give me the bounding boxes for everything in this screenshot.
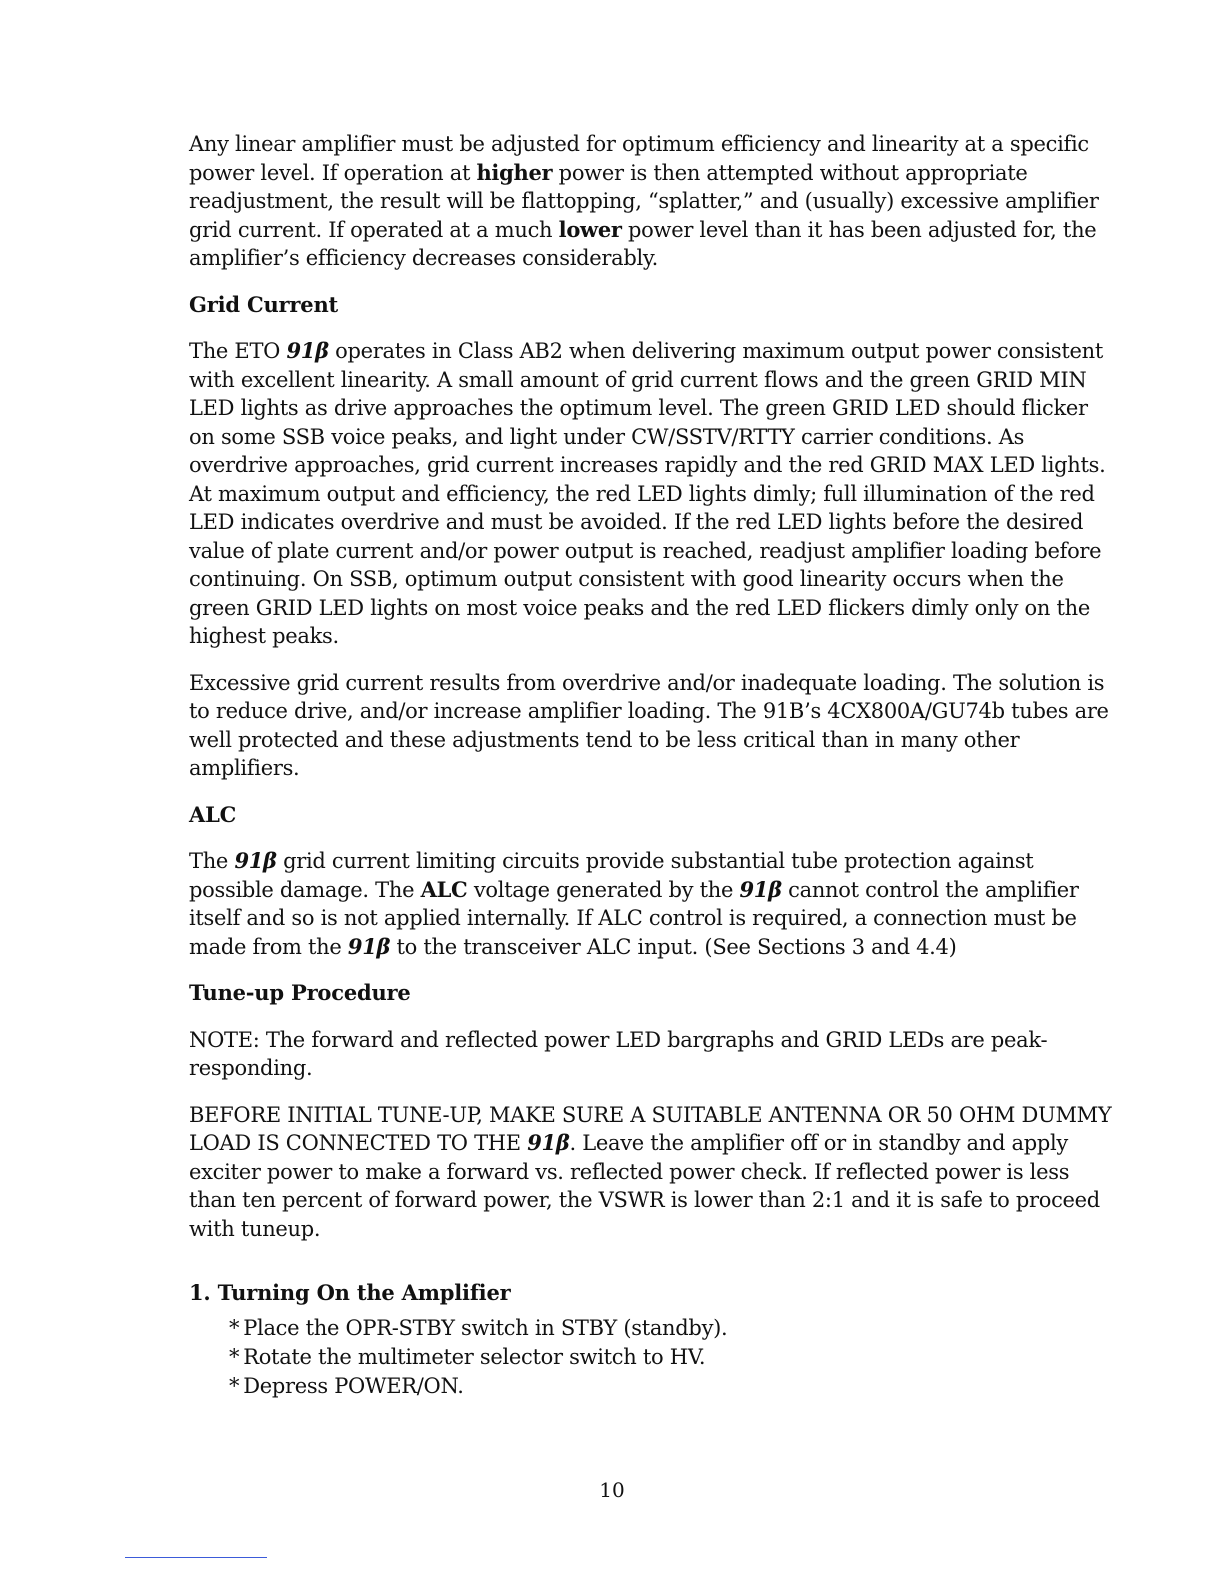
list-item: * Rotate the multimeter selector switch to HV. (229, 1344, 706, 1369)
page-content (189, 130, 1119, 1401)
page-number: 10 (599, 1478, 625, 1502)
model-name: 91β (347, 933, 391, 959)
tuneup-note: NOTE: The forward and reflected power LED bargraphs and GRID LEDs are peak-responding. (189, 1027, 1048, 1080)
list-item: * Place the OPR-STBY switch in STBY (standby). (229, 1315, 728, 1340)
emphasis-higher: higher (476, 159, 553, 185)
list-item: * Depress POWER/ON. (229, 1373, 464, 1398)
tuneup-heading: Tune-up Procedure (189, 980, 411, 1005)
bullet-star-icon: * (229, 1315, 240, 1340)
model-name: 91β (739, 876, 782, 902)
step1-list (229, 1314, 1119, 1401)
bullet-star-icon: * (229, 1373, 240, 1398)
alc-heading: ALC (189, 801, 237, 827)
grid-current-heading: Grid Current (189, 291, 339, 317)
bullet-star-icon: * (229, 1344, 240, 1369)
model-name: 91β (286, 338, 329, 363)
model-name: 91β (234, 848, 277, 873)
emphasis-lower: lower (558, 216, 622, 242)
tuneup-warning-paragraph: BEFORE INITIAL TUNE-UP, MAKE SURE A SUITABLE ANTENNA OR 50 OHM DUMMY LOAD IS CONNECTED TO THE 91β. Leave the amplifier off or in standby and apply exciter power to make a forward vs. reflected power check. If reflected power is less than ten percent of forward power, the VSWR is lower than 2:1 and it is safe to proceed with tuneup. (189, 1102, 1112, 1241)
footer-rule (125, 1557, 267, 1558)
intro-paragraph: Any linear amplifier must be adjusted for optimum efficiency and linearity at a specific power level. If operation at higher power is then attempted without appropriate readjustment, the result will be flattopping, “splatter,” and (usually) excessive amplifier grid current. If operated at a much lower power level than it has been adjusted for, the amplifier’s efficiency decreases considerably. (189, 132, 1099, 270)
alc-paragraph: The 91β grid current limiting circuits provide substantial tube protection against possible damage. The ALC voltage generated by the 91β cannot control the amplifier itself and so is not applied internally. If ALC control is required, a connection must be made from the 91β to the transceiver ALC input. (See Sections 3 and 4.4) (189, 848, 1079, 959)
grid-current-paragraph-1: The ETO 91β operates in Class AB2 when delivering maximum output power consistent with excellent linearity. A small amount of grid current flows and the green GRID MIN LED lights as drive approaches the optimum level. The green GRID LED should flicker on some SSB voice peaks, and light under CW/SSTV/RTTY carrier conditions. As overdrive approaches, grid current increases rapidly and the red GRID MAX LED lights. At maximum output and efficiency, the red LED lights dimly; full illumination of the red LED indicates overdrive and must be avoided. If the red LED lights before the desired value of plate current and/or power output is reached, readjust amplifier loading before continuing. On SSB, optimum output consistent with good linearity occurs when the green GRID LED lights on most voice peaks and the red LED flickers dimly only on the highest peaks. (189, 338, 1106, 648)
model-name: 91β (527, 1130, 570, 1155)
grid-current-paragraph-2: Excessive grid current results from overdrive and/or inadequate loading. The solution is to reduce drive, and/or increase amplifier loading. The 91B’s 4CX800A/GU74b tubes are well protected and these adjustments tend to be less critical than in many other amplifiers. (189, 670, 1109, 780)
step1-heading: 1. Turning On the Amplifier (189, 1280, 511, 1305)
emphasis-alc: ALC (420, 876, 468, 902)
